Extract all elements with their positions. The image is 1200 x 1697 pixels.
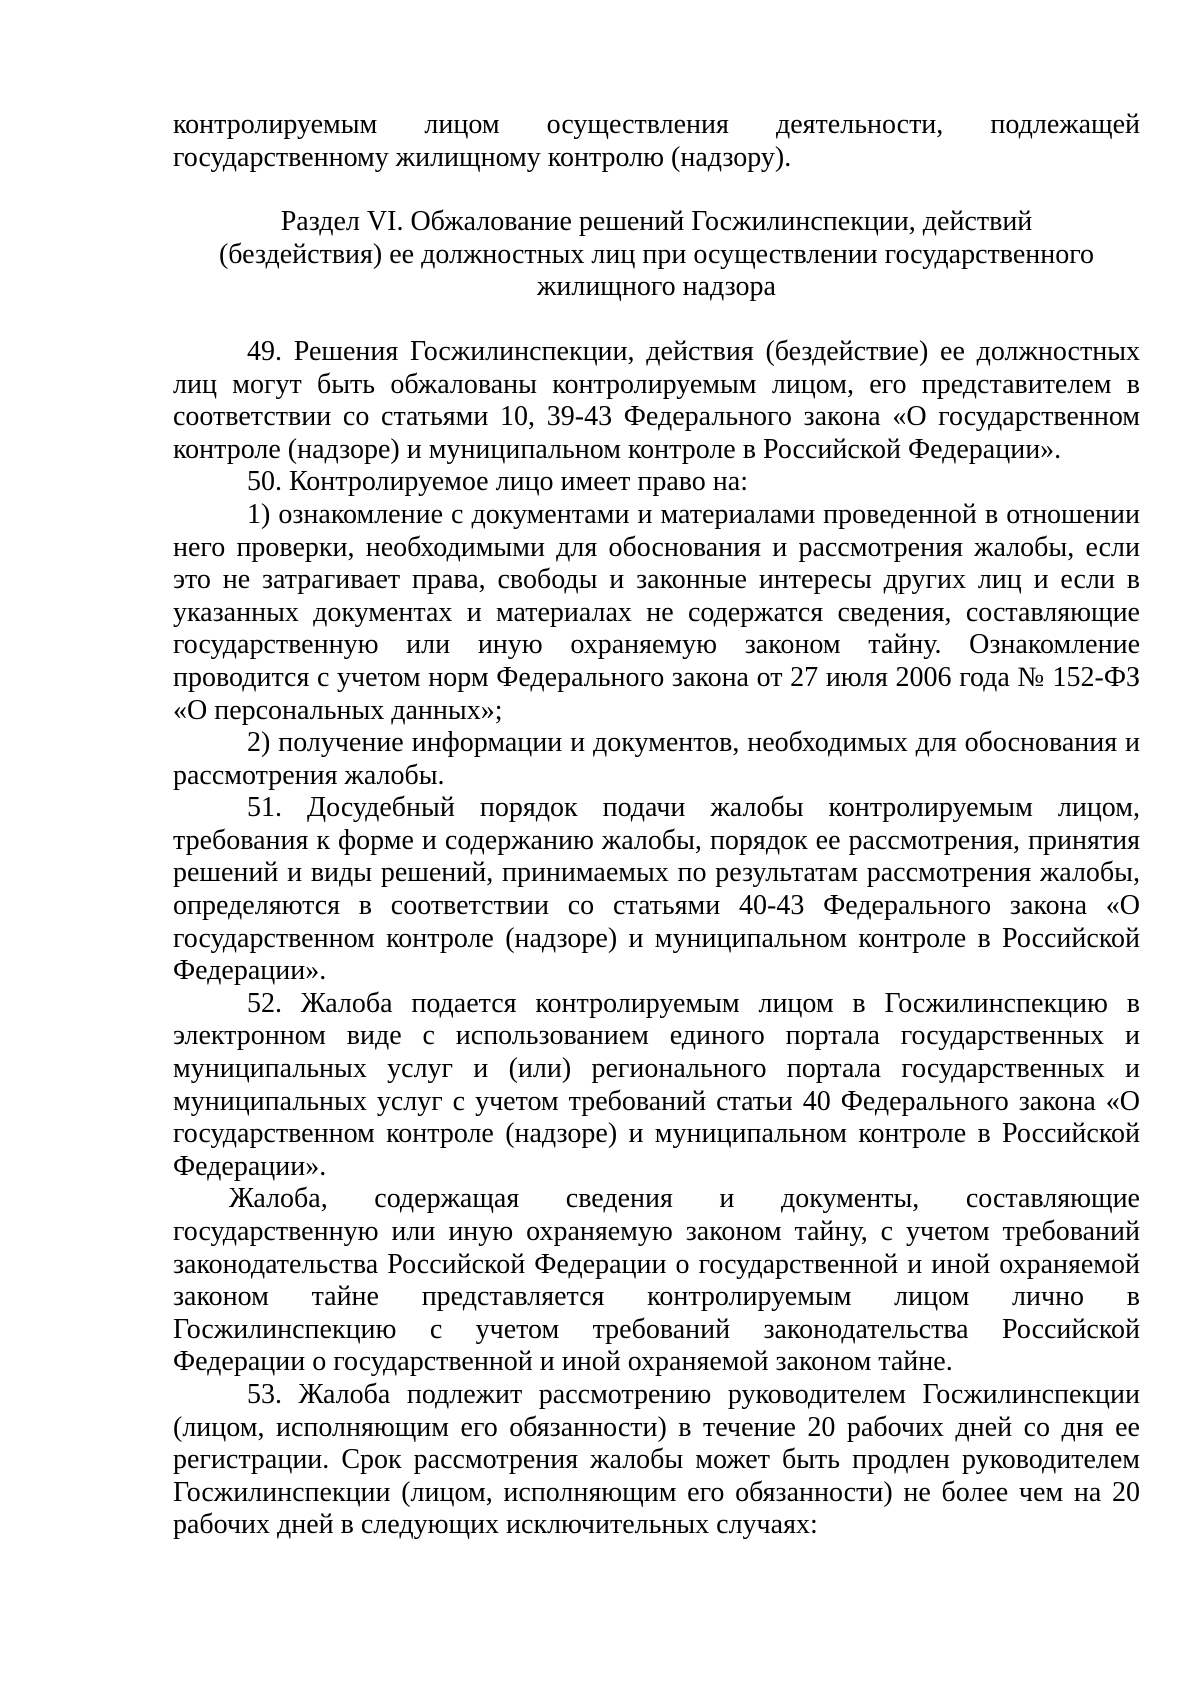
paragraph-53: 53. Жалоба подлежит рассмотрению руководителем Госжилинспекции (лицом, исполняющим его обязанности) в течение 20 рабочих дней со дня ее регистрации. Срок рассмотрения жалобы может быть продлен руководителем Госжилинспекции (лицом, исполняющим его обязанности) не более чем на 20 рабочих дней в следующих исключительных случаях: — [173, 1378, 1140, 1541]
paragraph-49: 49. Решения Госжилинспекции, действия (бездействие) ее должностных лиц могут быть обжалованы контролируемым лицом, его представителем в соответствии со статьями 10, 39-43 Федерального закона «О государственном контроле (надзоре) и муниципальном контроле в Российской Федерации». — [173, 335, 1140, 465]
paragraph-52-continued: Жалоба, содержащая сведения и документы, составляющие государственную или иную охраняемую законом тайну, с учетом требований законодательства Российской Федерации о государственной и иной охраняемой законом тайне представляется контролируемым лицом лично в Госжилинспекцию с учетом требований законодательства Российской Федерации о государственной и иной охраняемой законом тайне. — [173, 1183, 1140, 1378]
section-title-line-3: жилищного надзора — [537, 271, 776, 303]
paragraph-51: 51. Досудебный порядок подачи жалобы контролируемым лицом, требования к форме и содержанию жалобы, порядок ее рассмотрения, принятия решений и виды решений, принимаемых по результатам рассмотрения жалобы, определяются в соответствии со статьями 40-43 Федерального закона «О государственном контроле (надзоре) и муниципальном контроле в Российской Федерации». — [173, 792, 1140, 987]
paragraph-50-item-2: 2) получение информации и документов, необходимых для обоснования и рассмотрения жалобы. — [173, 727, 1140, 791]
document-page — [173, 109, 1140, 1542]
section-title — [173, 206, 1140, 304]
section-title-line-2: (бездействия) ее должностных лиц при осуществлении государственного — [218, 238, 1095, 270]
paragraph-52: 52. Жалоба подается контролируемым лицом в Госжилинспекцию в электронном виде с использованием единого портала государственных и муниципальных услуг и (или) регионального портала государственных и муниципальных услуг с учетом требований статьи 40 Федерального закона «О государственном контроле (надзоре) и муниципальном контроле в Российской Федерации». — [173, 987, 1140, 1182]
intro-paragraph: контролируемым лицом осуществления деятельности, подлежащей государственному жилищному контролю (надзору). — [173, 109, 1140, 173]
paragraph-50: 50. Контролируемое лицо имеет право на: — [247, 466, 748, 498]
paragraph-50-item-1: 1) ознакомление с документами и материалами проведенной в отношении него проверки, необходимыми для обоснования и рассмотрения жалобы, если это не затрагивает права, свободы и законные интересы других лиц и если в указанных документах и материалах не содержатся сведения, составляющие государственную или иную охраняемую законом тайну. Ознакомление проводится с учетом норм Федерального закона от 27 июля 2006 года № 152-ФЗ «О персональных данных»; — [173, 498, 1140, 726]
section-title-line-1: Раздел VI. Обжалование решений Госжилинспекции, действий — [280, 206, 1033, 238]
